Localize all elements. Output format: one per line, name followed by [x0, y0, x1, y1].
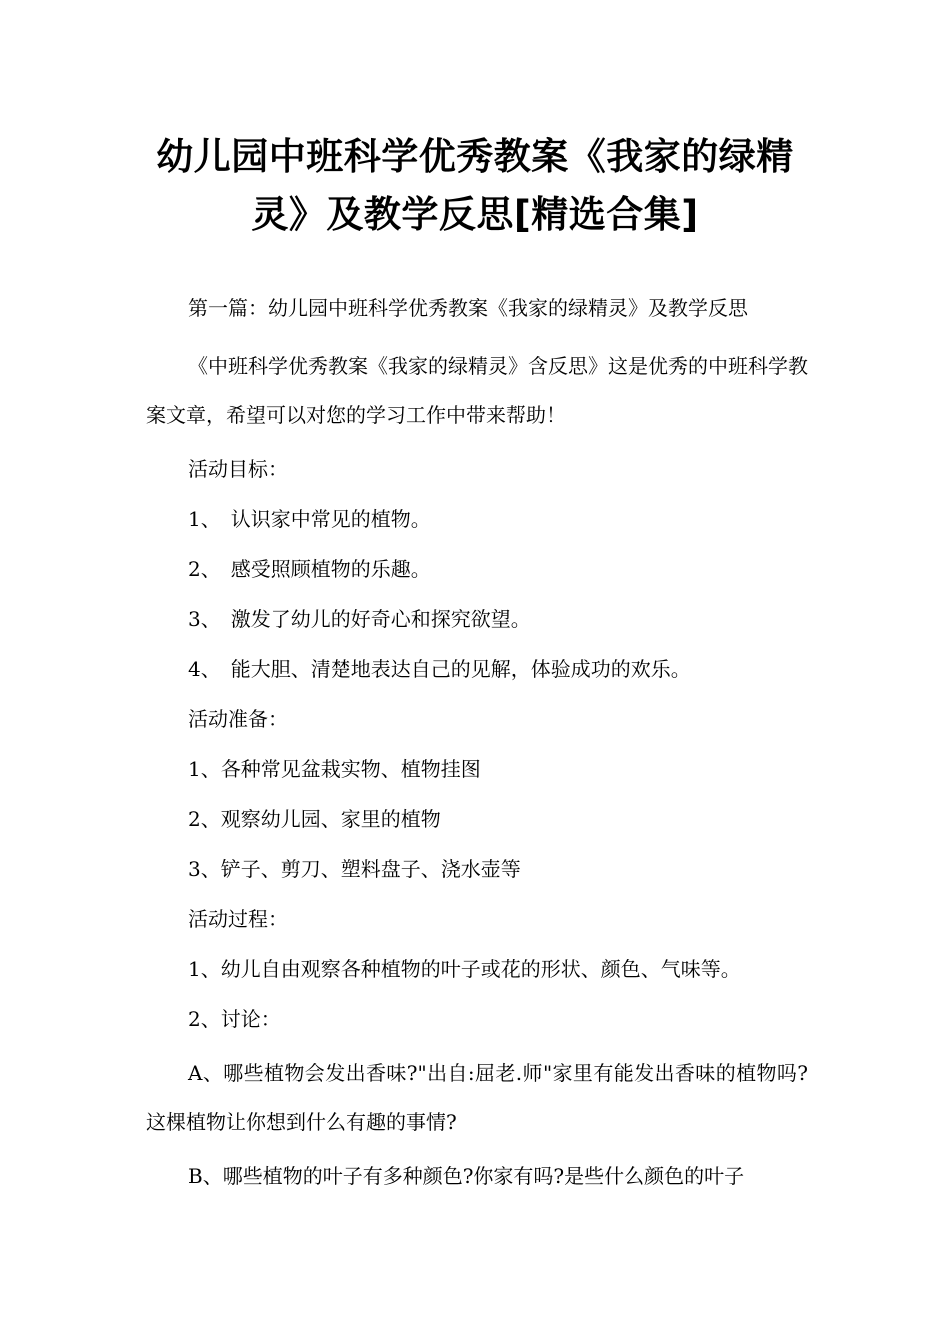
list-item-process-1: 1、幼儿自由观察各种植物的叶子或花的形状、颜色、气味等。: [188, 957, 741, 981]
paragraph-process-heading: 活动过程：: [188, 907, 288, 931]
list-item-goal-4: 4、 能大胆、清楚地表达自己的见解，体验成功的欢乐。: [188, 657, 691, 681]
document-title: [130, 128, 820, 244]
paragraph-section-heading: 第一篇：幼儿园中班科学优秀教案《我家的绿精灵》及教学反思: [188, 296, 748, 320]
list-item-process-2: 2、讨论：: [188, 1007, 281, 1031]
title-line-2: 灵》及教学反思[精选合集]: [251, 193, 699, 236]
list-item-prep-2: 2、观察幼儿园、家里的植物: [188, 807, 441, 831]
paragraph-intro: 《中班科学优秀教案《我家的绿精灵》含反思》这是优秀的中班科学教案文章，希望可以对您的学习工作中带来帮助！: [146, 354, 808, 427]
list-item-goal-2: 2、 感受照顾植物的乐趣。: [188, 557, 431, 581]
paragraph-preparation-heading: 活动准备：: [188, 707, 288, 731]
paragraph-discussion-b: B、哪些植物的叶子有多种颜色?你家有吗?是些什么颜色的叶子: [188, 1164, 745, 1188]
list-item-goal-1: 1、 认识家中常见的植物。: [188, 507, 431, 531]
paragraph-goals-heading: 活动目标：: [188, 457, 288, 481]
paragraph-discussion-a: A、哪些植物会发出香味?"出自:屈老.师"家里有能发出香味的植物吗?这棵植物让你想到什么有趣的事情?: [146, 1061, 808, 1134]
list-item-goal-3: 3、 激发了幼儿的好奇心和探究欲望。: [188, 607, 531, 631]
title-line-1: 幼儿园中班科学优秀教案《我家的绿精: [156, 135, 794, 178]
list-item-prep-3: 3、铲子、剪刀、塑料盘子、浇水壶等: [188, 857, 521, 881]
list-item-prep-1: 1、各种常见盆栽实物、植物挂图: [188, 757, 481, 781]
document-body: [146, 284, 808, 1206]
